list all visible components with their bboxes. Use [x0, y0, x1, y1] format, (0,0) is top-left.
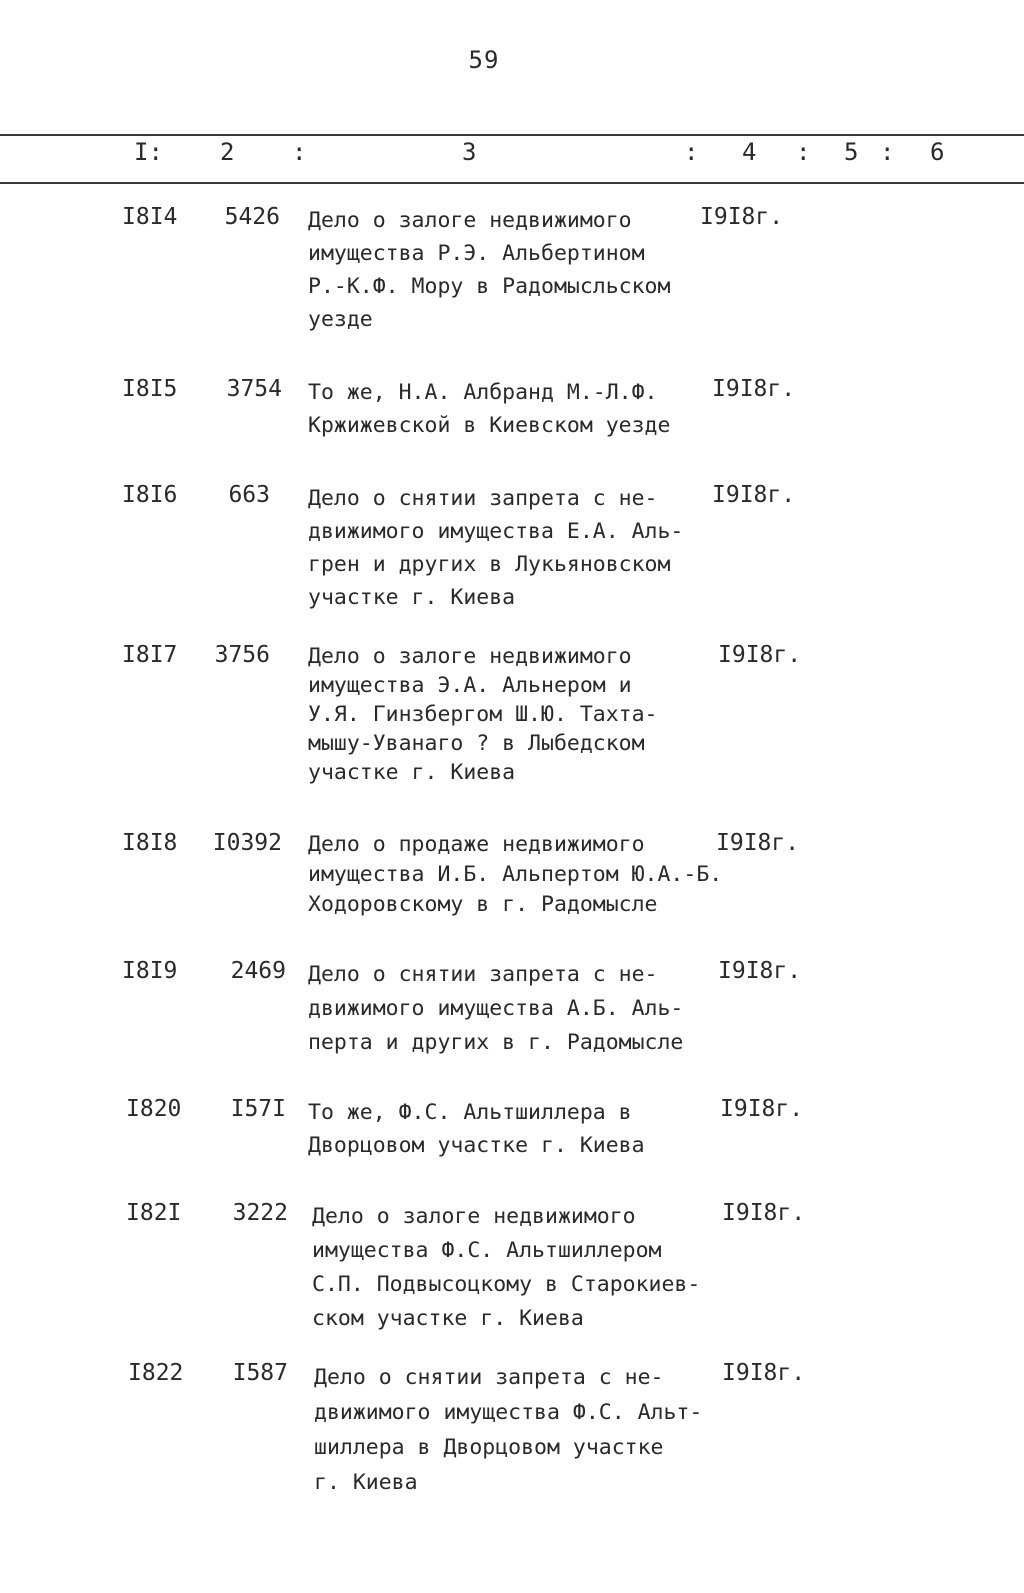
entry-file-number: 2469 — [230, 958, 286, 984]
page-number: 59 — [468, 46, 500, 74]
column-header-row — [0, 136, 1024, 180]
description-line: Ходоровскому в г. Радомысле — [308, 892, 658, 917]
column-separator: : — [796, 138, 811, 166]
description-line: имущества Ф.С. Альтшиллером — [312, 1238, 662, 1263]
header-bottom-rule — [0, 182, 1024, 184]
entry-year: I9I8г. — [700, 204, 784, 230]
entry-file-number: 3754 — [226, 376, 282, 402]
description-line: имущества Э.А. Альнером и — [308, 673, 632, 698]
description-line: Дело о снятии запрета с не- — [308, 962, 658, 987]
description-line: ском участке г. Киева — [312, 1306, 584, 1331]
column-header-3: 3 — [462, 138, 477, 166]
description-line: Кржижевской в Киевском уезде — [308, 413, 671, 438]
column-header-1: I: — [134, 138, 163, 166]
description-line: У.Я. Гинзбергом Ш.Ю. Тахта- — [308, 702, 658, 727]
description-line: перта и других в г. Радомысле — [308, 1030, 684, 1055]
column-header-2: 2 — [220, 138, 235, 166]
entry-file-number: 663 — [228, 482, 270, 508]
description-line: То же, Ф.С. Альтшиллера в — [308, 1100, 632, 1125]
entry-number: I8I6 — [122, 482, 178, 508]
column-header-6: 6 — [930, 138, 945, 166]
entry-file-number: I0392 — [212, 830, 282, 856]
entry-number: I8I4 — [122, 204, 178, 230]
description-line: участке г. Киева — [308, 760, 516, 785]
entry-file-number: 3756 — [214, 642, 270, 668]
entry-year: I9I8г. — [720, 1096, 804, 1122]
column-separator: : — [684, 138, 699, 166]
description-line: шиллера в Дворцовом участке — [314, 1435, 664, 1460]
description-line: имущества Р.Э. Альбертином — [308, 241, 645, 266]
description-line: движимого имущества А.Б. Аль- — [308, 996, 684, 1021]
entry-number: I820 — [126, 1096, 182, 1122]
entry-number: I8I8 — [122, 830, 178, 856]
entry-number: I82I — [126, 1200, 182, 1226]
description-line: участке г. Киева — [308, 585, 516, 610]
description-line: Дело о снятии запрета с не- — [308, 486, 658, 511]
entry-number: I8I9 — [122, 958, 178, 984]
entry-file-number: I587 — [232, 1360, 288, 1386]
description-line: То же, Н.А. Албранд М.-Л.Ф. — [308, 380, 658, 405]
entry-year: I9I8г. — [718, 642, 802, 668]
column-separator: : — [292, 138, 307, 166]
entry-year: I9I8г. — [712, 482, 796, 508]
entry-year: I9I8г. — [712, 376, 796, 402]
column-header-4: 4 — [742, 138, 757, 166]
entry-number: I8I5 — [122, 376, 178, 402]
description-line: Дело о залоге недвижимого — [312, 1204, 636, 1229]
description-line: мышу-Уванаго ? в Лыбедском — [308, 731, 645, 756]
description-line: движимого имущества Ф.С. Альт- — [314, 1400, 703, 1425]
entry-year: I9I8г. — [722, 1360, 806, 1386]
description-line: грен и других в Лукьяновском — [308, 552, 671, 577]
column-separator: : — [880, 138, 895, 166]
description-line: уезде — [308, 307, 373, 332]
column-header-5: 5 — [844, 138, 859, 166]
entry-file-number: 3222 — [232, 1200, 288, 1226]
entry-file-number: 5426 — [224, 204, 280, 230]
entry-year: I9I8г. — [722, 1200, 806, 1226]
description-line: Р.-К.Ф. Мору в Радомысльском — [308, 274, 671, 299]
entry-number: I822 — [128, 1360, 184, 1386]
description-line: имущества И.Б. Альпертом Ю.А.-Б. — [308, 862, 723, 887]
description-line: движимого имущества Е.А. Аль- — [308, 519, 684, 544]
description-line: С.П. Подвысоцкому в Старокиев- — [312, 1272, 701, 1297]
entry-file-number: I57I — [230, 1096, 286, 1122]
description-line: г. Киева — [314, 1470, 418, 1495]
entry-year: I9I8г. — [718, 958, 802, 984]
entry-year: I9I8г. — [716, 830, 800, 856]
description-line: Дворцовом участке г. Киева — [308, 1133, 645, 1158]
description-line: Дело о залоге недвижимого — [308, 644, 632, 669]
description-line: Дело о снятии запрета с не- — [314, 1365, 664, 1390]
description-line: Дело о залоге недвижимого — [308, 208, 632, 233]
entry-number: I8I7 — [122, 642, 178, 668]
description-line: Дело о продаже недвижимого — [308, 832, 645, 857]
